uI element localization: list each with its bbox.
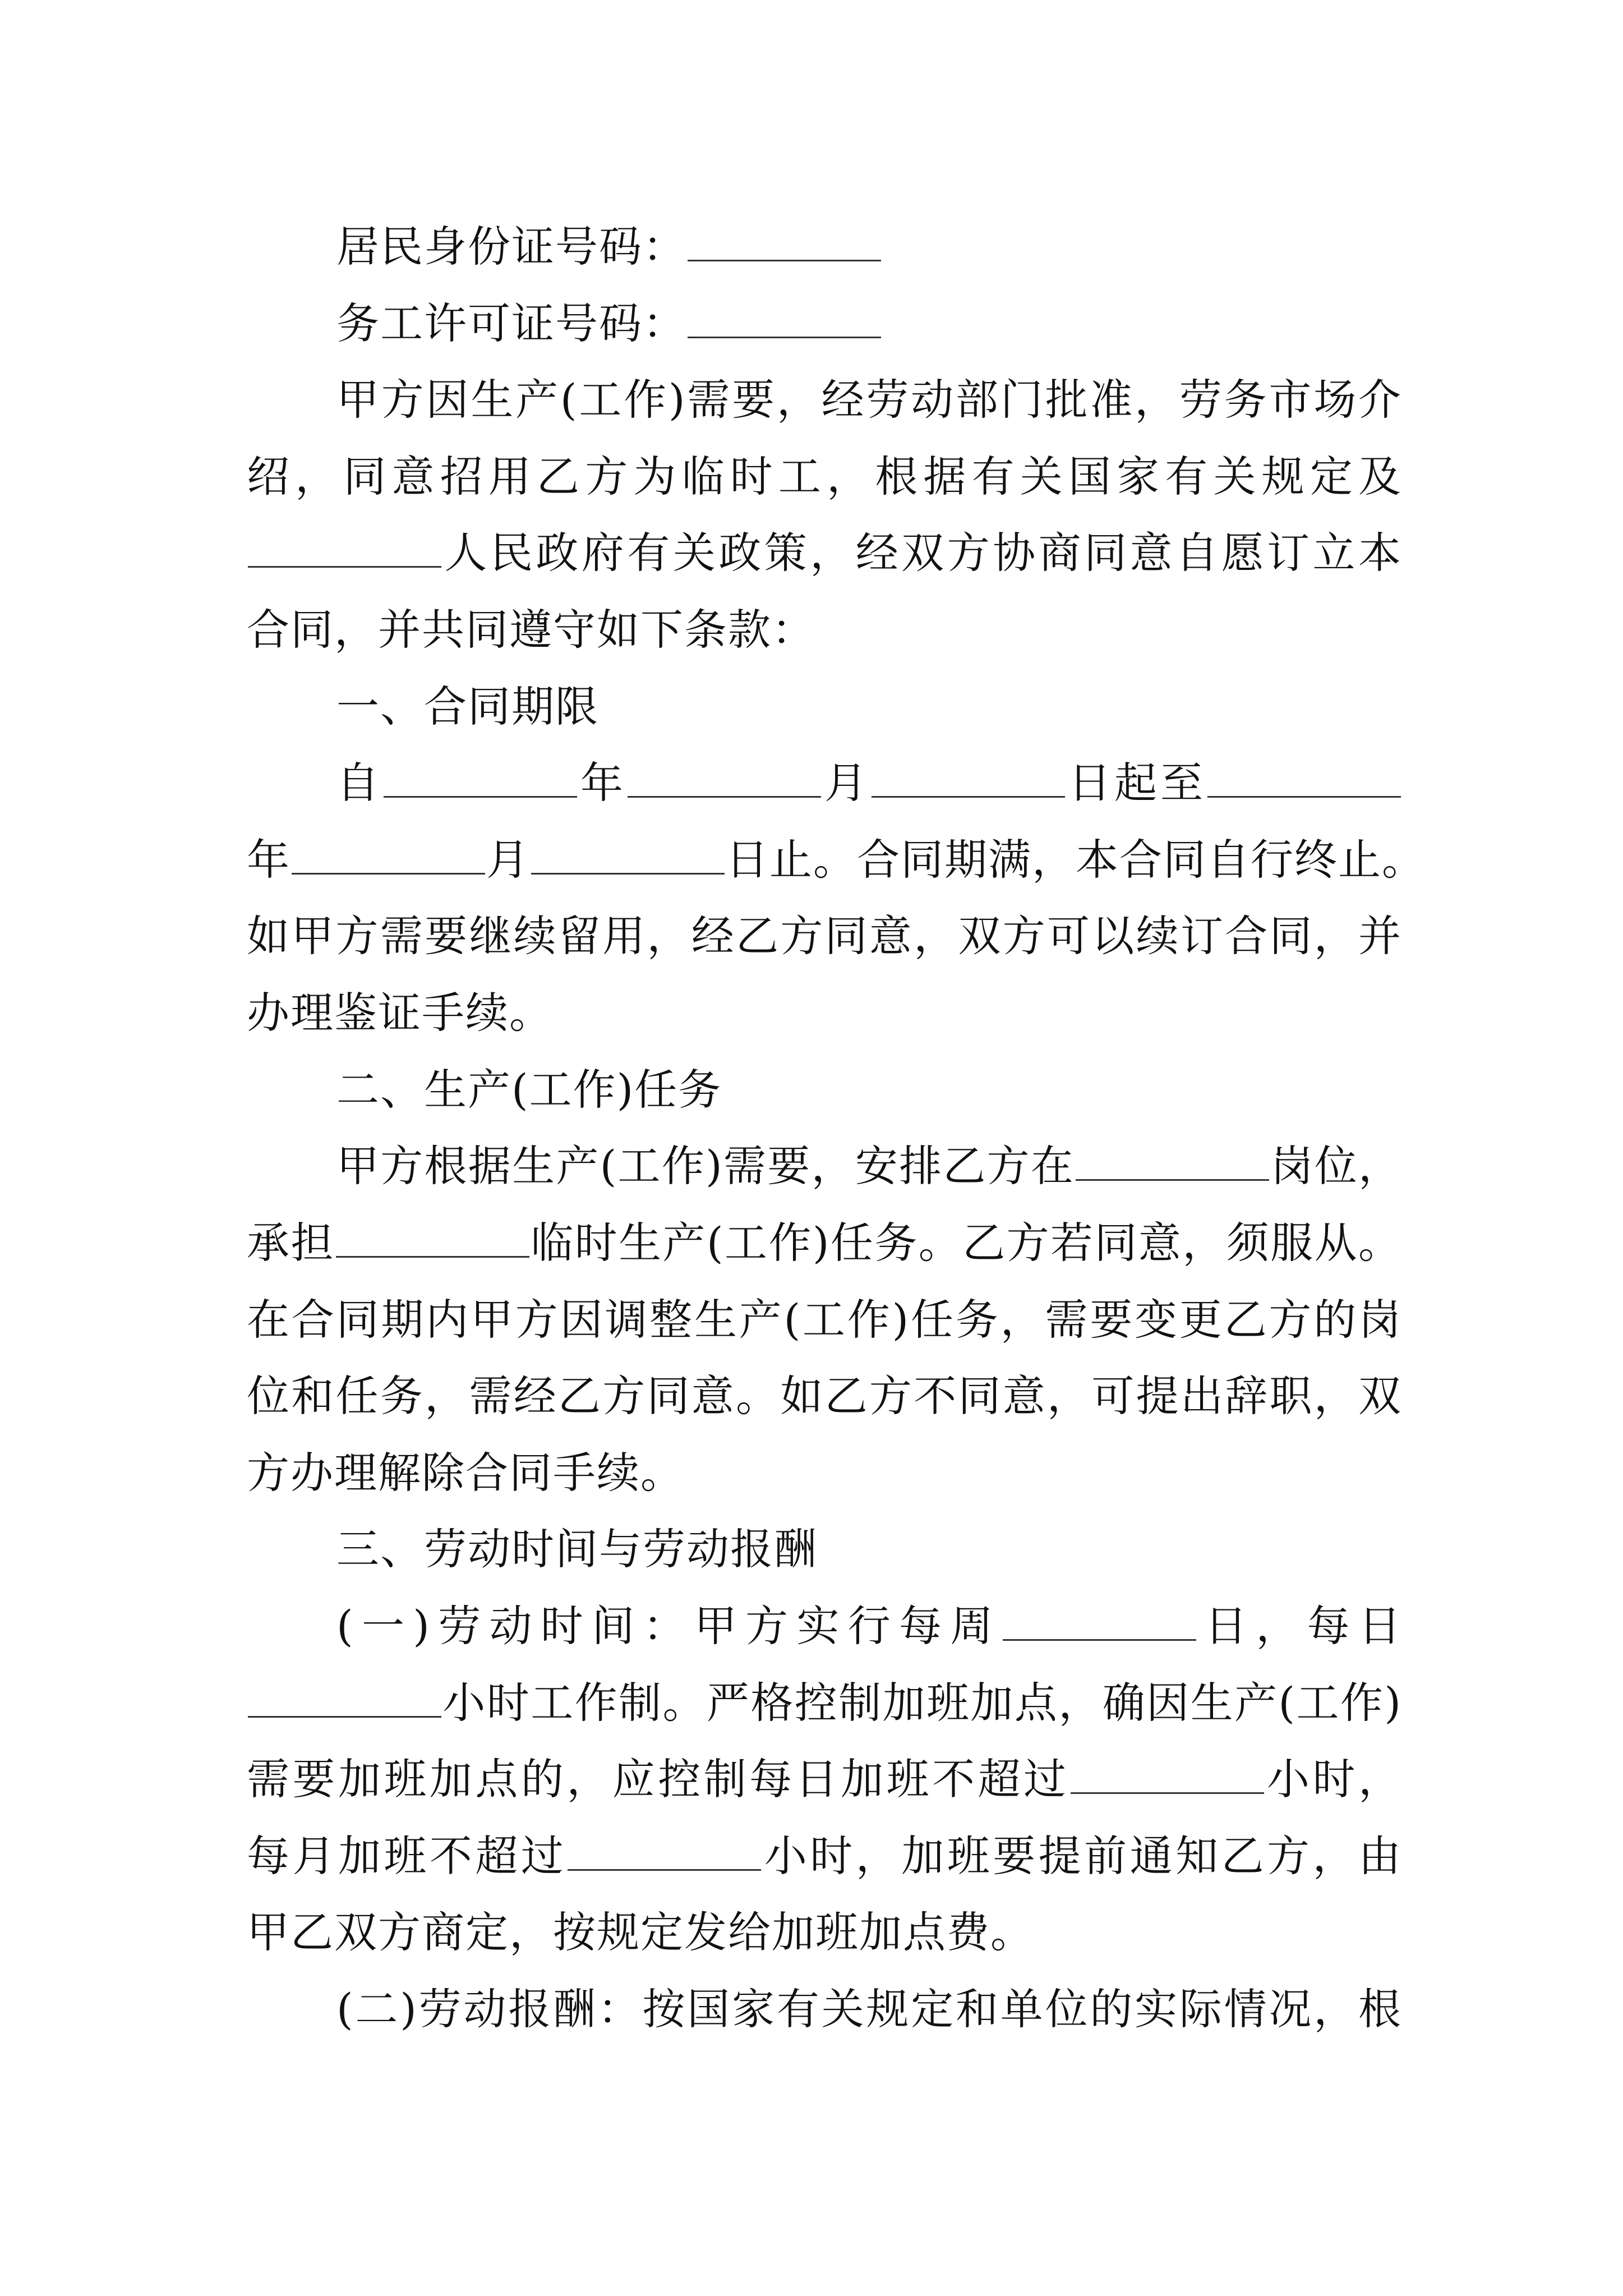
contract-period-line <box>247 832 1426 888</box>
paragraph-line: (二)劳动报酬：按国家有关规定和单位的实际情况，根 <box>336 1984 1402 2034</box>
paragraph-line <box>247 1828 1402 1884</box>
paragraph-line <box>247 1215 1402 1271</box>
paragraph-text: 年 <box>247 835 291 885</box>
task-blank[interactable] <box>336 1217 529 1258</box>
end-year-blank[interactable] <box>1207 757 1401 798</box>
section-heading-2: 二、生产(工作)任务 <box>336 1065 722 1115</box>
paragraph-text: 需要加班加点的，应控制每日加班不超过 <box>247 1754 1069 1804</box>
paragraph-line: 位和任务，需经乙方同意。如乙方不同意，可提出辞职，双 <box>247 1371 1402 1421</box>
paragraph-line: 如甲方需要继续留用，经乙方同意，双方可以续订合同，并 <box>247 911 1402 961</box>
hours-per-day-blank[interactable] <box>248 1677 441 1718</box>
paragraph-text: 自 <box>336 758 382 808</box>
work-permit-label: 务工许可证号码： <box>336 298 686 348</box>
paragraph-text: (一)劳动时间：甲方实行每周 <box>336 1601 1002 1651</box>
paragraph-text: 岗位， <box>1270 1141 1402 1191</box>
paragraph-line: 方办理解除合同手续。 <box>247 1448 684 1498</box>
paragraph-text: 日止。合同期满，本合同自行终止。 <box>726 835 1426 885</box>
paragraph-text: 月 <box>822 758 870 808</box>
paragraph-line <box>247 525 1402 581</box>
start-day-blank[interactable] <box>872 757 1065 798</box>
position-blank[interactable] <box>1076 1140 1269 1181</box>
paragraph-line: 合同，并共同遵守如下条款： <box>247 605 815 655</box>
contract-period-line <box>336 755 1402 811</box>
days-per-week-blank[interactable] <box>1003 1600 1196 1641</box>
paragraph-line: 甲乙双方商定，按规定发给加班加点费。 <box>247 1907 1034 1957</box>
start-month-blank[interactable] <box>628 757 821 798</box>
start-year-blank[interactable] <box>384 757 577 798</box>
paragraph-line: 甲方因生产(工作)需要，经劳动部门批准，劳务市场介 <box>336 375 1402 425</box>
paragraph-text: 年 <box>578 758 626 808</box>
paragraph-text: 人民政府有关政策，经双方协商同意自愿订立本 <box>442 528 1402 578</box>
daily-overtime-blank[interactable] <box>1071 1753 1264 1794</box>
id-number-line <box>336 219 1402 275</box>
id-number-label: 居民身份证号码： <box>336 222 686 272</box>
work-permit-line <box>336 296 1402 352</box>
paragraph-text: 每月加班不超过 <box>247 1831 567 1881</box>
paragraph-line: 办理鉴证手续。 <box>247 988 553 1038</box>
id-number-blank[interactable] <box>688 220 881 261</box>
paragraph-line <box>247 1751 1402 1807</box>
section-heading-3: 三、劳动时间与劳动报酬 <box>336 1524 818 1574</box>
paragraph-text: 小时工作制。严格控制加班加点，确因生产(工作) <box>442 1678 1402 1728</box>
paragraph-text: 承担 <box>247 1218 335 1268</box>
paragraph-text: 小时，加班要提前通知乙方，由 <box>762 1831 1403 1881</box>
section-heading-1: 一、合同期限 <box>336 682 599 731</box>
paragraph-line <box>336 1138 1402 1194</box>
paragraph-text: 日起至 <box>1066 758 1206 808</box>
monthly-overtime-blank[interactable] <box>568 1830 761 1871</box>
government-blank[interactable] <box>248 527 441 568</box>
paragraph-line: 绍，同意招用乙方为临时工，根据有关国家有关规定及 <box>247 452 1402 501</box>
end-day-blank[interactable] <box>531 834 725 875</box>
paragraph-text: 甲方根据生产(工作)需要，安排乙方在 <box>336 1141 1075 1191</box>
paragraph-text: 月 <box>486 835 530 885</box>
work-permit-blank[interactable] <box>688 297 881 338</box>
paragraph-text: 日，每日 <box>1197 1601 1402 1651</box>
paragraph-text: 临时生产(工作)任务。乙方若同意，须服从。 <box>530 1218 1402 1268</box>
paragraph-line <box>247 1675 1402 1731</box>
paragraph-line <box>336 1598 1402 1654</box>
paragraph-line: 在合同期内甲方因调整生产(工作)任务，需要变更乙方的岗 <box>247 1295 1402 1345</box>
end-month-blank[interactable] <box>292 834 485 875</box>
paragraph-text: 小时， <box>1265 1754 1403 1804</box>
